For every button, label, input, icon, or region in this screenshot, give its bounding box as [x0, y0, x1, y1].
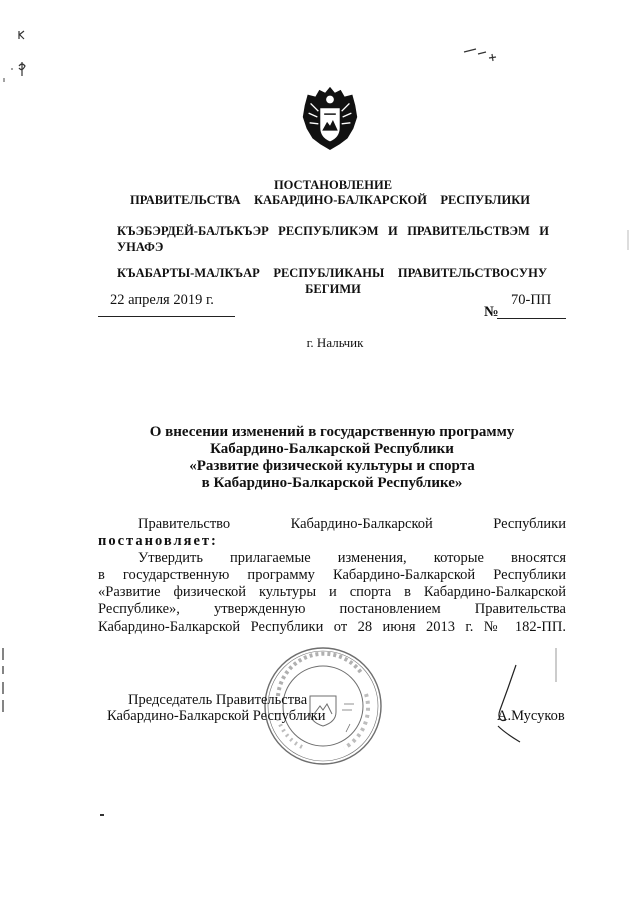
document-number: 70-ПП [511, 292, 552, 308]
title-line: в Кабардино-Балкарской Республике» [201, 475, 463, 491]
date-underline [98, 316, 235, 317]
issuer-ru: ПРАВИТЕЛЬСТВА КАБАРДИНО-БАЛКАРСКОЙ РЕСПУБЛИКИ [130, 193, 530, 207]
issuer-krc-line2: БЕГИМИ [305, 282, 361, 296]
coat-of-arms-icon [299, 84, 361, 152]
scan-mark-left [19, 62, 25, 76]
body-line: Республике», утвержденную постановлением Правительства [98, 601, 566, 617]
issuer-krc-line1: КЪАБАРТЫ-МАЛКЪАР РЕСПУБЛИКАНЫ ПРАВИТЕЛЬСТВОСУНУ [117, 266, 547, 280]
signatory-name: А.Мусуков [497, 708, 565, 724]
body-line: в государственную программу Кабардино-Балкарской Республики [98, 567, 566, 583]
signatory-position-line2: Кабардино-Балкарской Республики [107, 708, 326, 724]
title-line: Кабардино-Балкарской Республики [210, 441, 454, 457]
body-line: Кабардино-Балкарской Республики от 28 июня 2013 г. № 182-ПП. [98, 619, 566, 635]
number-sign: № [484, 304, 499, 320]
title-line: О внесении изменений в государственную программу [149, 424, 515, 440]
handwritten-signature [488, 660, 528, 745]
document-date: 22 апреля 2019 г. [110, 292, 214, 308]
body-line: Правительство Кабардино-Балкарской Республики [138, 516, 566, 532]
scan-dots-left [4, 68, 12, 82]
body-line-resolves: постановляет: [98, 533, 218, 549]
place: г. Нальчик [306, 335, 364, 350]
scan-mark-top-right [464, 49, 496, 61]
title-line: «Развитие физической культуры и спорта [189, 458, 475, 474]
body-line: Утвердить прилагаемые изменения, которые вносятся [138, 550, 566, 566]
doc-type: ПОСТАНОВЛЕНИЕ [273, 178, 393, 192]
scan-mark-top-left [19, 31, 24, 39]
issuer-kbd-line1: КЪЭБЭРДЕЙ-БАЛЪКЪЭР РЕСПУБЛИКЭМ И ПРАВИТЕЛЬСТВЭМ И [117, 224, 549, 238]
signatory-position-line1: Председатель Правительства [128, 692, 308, 708]
number-underline [497, 318, 566, 319]
body-line: «Развитие физической культуры и спорта в Кабардино-Балкарской [98, 584, 566, 600]
issuer-kbd-line2: УНАФЭ [117, 240, 164, 254]
